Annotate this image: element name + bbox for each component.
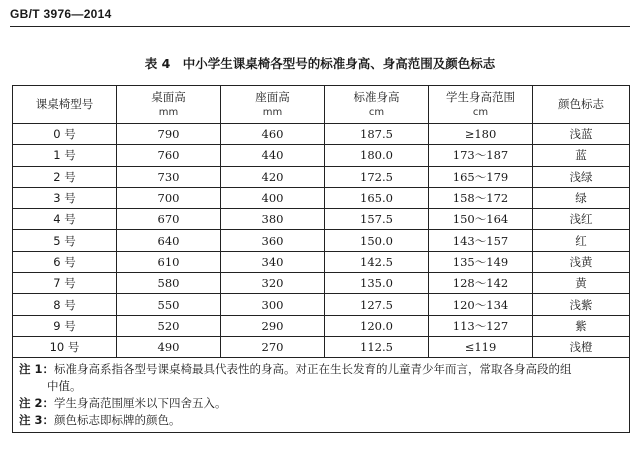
- cell-desk-height: 640: [117, 230, 221, 251]
- table-header-row: [13, 86, 630, 124]
- cell-standard-height: 165.0: [325, 187, 429, 208]
- note-3: [19, 412, 623, 429]
- header-unit: cm: [368, 106, 385, 118]
- cell-desk-height: 520: [117, 315, 221, 336]
- notes-row: [13, 358, 630, 433]
- cell-desk-height: 580: [117, 273, 221, 294]
- cell-height-range: 113～127: [429, 315, 533, 336]
- cell-standard-height: 135.0: [325, 273, 429, 294]
- header-unit: mm: [262, 106, 283, 118]
- header-label: 学生身高范围: [446, 89, 515, 104]
- cell-seat-height: 300: [221, 294, 325, 315]
- cell-model: 6 号: [13, 251, 117, 272]
- desk-chair-table: [12, 85, 630, 433]
- standard-code: GB/T 3976—2014: [10, 7, 112, 21]
- cell-desk-height: 760: [117, 145, 221, 166]
- cell-model: 3 号: [13, 187, 117, 208]
- note-1: [19, 361, 623, 395]
- header-model: [13, 86, 117, 124]
- note-2: [19, 395, 623, 412]
- header-standard-height: [325, 86, 429, 124]
- cell-model: 7 号: [13, 273, 117, 294]
- cell-seat-height: 270: [221, 336, 325, 357]
- notes-cell: [13, 358, 630, 433]
- cell-height-range: 128～142: [429, 273, 533, 294]
- header-label: 标准身高: [353, 89, 400, 104]
- cell-seat-height: 420: [221, 166, 325, 187]
- cell-color: 浅蓝: [533, 124, 630, 145]
- note-text: 学生身高范围厘米以下四舍五入。: [54, 396, 227, 411]
- cell-standard-height: 112.5: [325, 336, 429, 357]
- table-row: [13, 230, 630, 251]
- cell-seat-height: 320: [221, 273, 325, 294]
- cell-standard-height: 157.5: [325, 209, 429, 230]
- header-unit: cm: [472, 106, 489, 118]
- cell-seat-height: 400: [221, 187, 325, 208]
- cell-standard-height: 187.5: [325, 124, 429, 145]
- note-text-continued: 中值。: [47, 379, 82, 394]
- cell-color: 黄: [533, 273, 630, 294]
- header-unit: mm: [158, 106, 179, 118]
- cell-color: 浅紫: [533, 294, 630, 315]
- cell-model: 8 号: [13, 294, 117, 315]
- cell-desk-height: 670: [117, 209, 221, 230]
- cell-seat-height: 290: [221, 315, 325, 336]
- cell-desk-height: 730: [117, 166, 221, 187]
- cell-height-range: ≥180: [429, 124, 533, 145]
- cell-seat-height: 360: [221, 230, 325, 251]
- table-container: [12, 85, 629, 433]
- header-color: [533, 86, 630, 124]
- cell-seat-height: 380: [221, 209, 325, 230]
- cell-color: 浅绿: [533, 166, 630, 187]
- table-row: [13, 294, 630, 315]
- cell-height-range: 120～134: [429, 294, 533, 315]
- cell-height-range: 165～179: [429, 166, 533, 187]
- cell-height-range: 150～164: [429, 209, 533, 230]
- header-divider: [10, 26, 630, 27]
- cell-model: 9 号: [13, 315, 117, 336]
- table-row: [13, 187, 630, 208]
- cell-seat-height: 440: [221, 145, 325, 166]
- cell-standard-height: 142.5: [325, 251, 429, 272]
- cell-standard-height: 127.5: [325, 294, 429, 315]
- cell-height-range: ≤119: [429, 336, 533, 357]
- cell-height-range: 135～149: [429, 251, 533, 272]
- note-text: 标准身高系指各型号课桌椅最具代表性的身高。对正在生长发育的儿童青少年而言，常取各身高段的组: [54, 362, 572, 377]
- cell-color: 紫: [533, 315, 630, 336]
- header-label: 课桌椅型号: [35, 97, 94, 111]
- cell-height-range: 143～157: [429, 230, 533, 251]
- cell-standard-height: 120.0: [325, 315, 429, 336]
- table-row: [13, 273, 630, 294]
- table-row: [13, 209, 630, 230]
- cell-desk-height: 790: [117, 124, 221, 145]
- table-row: [13, 145, 630, 166]
- cell-seat-height: 340: [221, 251, 325, 272]
- cell-color: 绿: [533, 187, 630, 208]
- cell-color: 浅橙: [533, 336, 630, 357]
- header-height-range: [429, 86, 533, 124]
- cell-model: 5 号: [13, 230, 117, 251]
- cell-height-range: 173～187: [429, 145, 533, 166]
- table-row: [13, 166, 630, 187]
- cell-color: 红: [533, 230, 630, 251]
- cell-model: 0 号: [13, 124, 117, 145]
- cell-standard-height: 172.5: [325, 166, 429, 187]
- note-label: 注 3：: [19, 413, 55, 428]
- table-row: [13, 336, 630, 357]
- cell-desk-height: 490: [117, 336, 221, 357]
- note-text: 颜色标志即标牌的颜色。: [54, 413, 181, 428]
- table-row: [13, 251, 630, 272]
- table-body: [13, 124, 630, 358]
- cell-desk-height: 550: [117, 294, 221, 315]
- table-row: [13, 315, 630, 336]
- cell-desk-height: 700: [117, 187, 221, 208]
- note-label: 注 2：: [19, 396, 55, 411]
- cell-model: 1 号: [13, 145, 117, 166]
- cell-model: 2 号: [13, 166, 117, 187]
- cell-color: 蓝: [533, 145, 630, 166]
- note-label: 注 1：: [19, 362, 55, 377]
- cell-model: 10 号: [13, 336, 117, 357]
- header-seat-height: [221, 86, 325, 124]
- cell-model: 4 号: [13, 209, 117, 230]
- header-label: 桌面高: [151, 89, 186, 104]
- cell-desk-height: 610: [117, 251, 221, 272]
- cell-color: 浅黄: [533, 251, 630, 272]
- cell-height-range: 158～172: [429, 187, 533, 208]
- cell-color: 浅红: [533, 209, 630, 230]
- header-desk-height: [117, 86, 221, 124]
- cell-standard-height: 150.0: [325, 230, 429, 251]
- header-label: 座面高: [255, 89, 290, 104]
- table-row: [13, 124, 630, 145]
- cell-seat-height: 460: [221, 124, 325, 145]
- header-label: 颜色标志: [558, 97, 604, 111]
- cell-standard-height: 180.0: [325, 145, 429, 166]
- table-title: 表 4 中小学生课桌椅各型号的标准身高、身高范围及颜色标志: [144, 56, 496, 71]
